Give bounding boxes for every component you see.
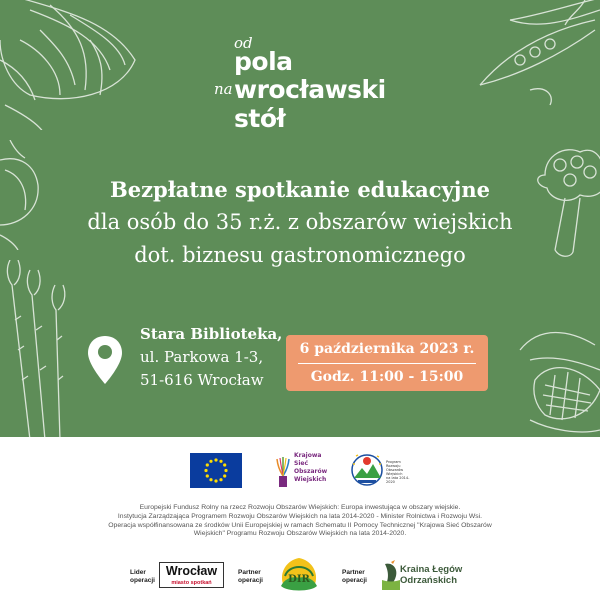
event-date: 6 października 2023 r. [299, 341, 475, 357]
partner2-label-line: Partner [342, 569, 365, 576]
logo-wroclawski: wrocławski [234, 75, 386, 104]
partner2-label-line: operacji [342, 577, 367, 584]
prow-logo [348, 450, 410, 492]
asparagus-icon [0, 260, 75, 437]
venue-city: 51-616 Wrocław [140, 371, 264, 389]
disclaimer-line: Instytucja Zarządzająca Programem Rozwoju Obszarów Wiejskich na lata 2014-2020 - Minister Rolnictwa i Rozwoju Wsi. [117, 512, 483, 520]
kraina-bird-icon [382, 560, 400, 594]
corn-icon [510, 330, 600, 437]
event-time: Godz. 11:00 - 15:00 [310, 369, 464, 385]
prow-line: Rozwoju [386, 464, 401, 468]
ksow-mark-icon [274, 454, 292, 492]
event-date-box [286, 335, 488, 391]
headline-topic: dot. biznesu gastronomicznego [134, 243, 466, 267]
dlr-logo [275, 556, 323, 600]
location-pin-icon [86, 334, 124, 390]
ksow-line: Krajowa [294, 452, 322, 459]
prow-line: Program [386, 460, 401, 464]
venue-name: Stara Biblioteka, [140, 325, 283, 343]
prow-line: na lata 2014-2020 [386, 476, 410, 484]
headline-audience: dla osób do 35 r.ż. z obszarów wiejskich [87, 210, 513, 234]
ksow-line: Wiejskich [294, 476, 327, 483]
leader-label [130, 569, 155, 585]
partner-label [238, 569, 263, 585]
ksow-logo [274, 450, 336, 492]
disclaimer-line: Europejski Fundusz Rolny na rzecz Rozwoju Obszarów Wiejskich: Europa inwestująca w obszary wiejskie. [139, 504, 461, 511]
prow-line: Obszarów [386, 468, 404, 472]
ksow-line: Obszarów [294, 468, 328, 475]
headline-title: Bezpłatne spotkanie edukacyjne [109, 177, 491, 202]
partner2-label [342, 569, 367, 585]
sponsor-logos [0, 450, 600, 495]
ksow-text [294, 452, 327, 484]
ksow-line: Sieć [294, 460, 309, 467]
pea-pod-icon [470, 0, 600, 110]
wroclaw-name: Wrocław [165, 564, 218, 578]
kraina-line: Odrzańskich [400, 575, 458, 586]
prow-text [386, 460, 410, 484]
logo-stol: stół [234, 104, 286, 133]
cabbage-icon [0, 0, 150, 130]
dlr-text: DIR [288, 574, 310, 585]
wroclaw-logo [159, 562, 224, 588]
disclaimer-line: Operacja współfinansowana ze środków Unii Europejskiej w ramach Schematu II Pomocy Technicznej "Krajowa Sieć Obszarów [108, 521, 492, 529]
prow-line: Wiejskich [386, 472, 403, 476]
logo-pola: pola [234, 47, 293, 76]
disclaimer-line: Wiejskich" Programu Rozwoju Obszarów Wiejskich na lata 2014-2020. [193, 530, 407, 538]
event-logo [200, 30, 420, 140]
kraina-text [400, 564, 462, 586]
venue-address [140, 323, 282, 392]
date-divider [298, 363, 476, 364]
logo-na: na [214, 80, 233, 98]
logo-od: od [234, 34, 253, 52]
wroclaw-tagline: miasto spotkań [171, 580, 212, 586]
prow-emblem-icon [348, 450, 386, 492]
kraina-line: Kraina Łęgów [400, 564, 463, 575]
leader-label-line: Lider [130, 569, 146, 576]
funding-disclaimer [60, 504, 540, 539]
eu-flag-icon [190, 453, 242, 488]
venue-street: ul. Parkowa 1-3, [140, 348, 264, 366]
leader-label-line: operacji [130, 577, 155, 584]
partner-label-line: Partner [238, 569, 261, 576]
partner-logos [0, 556, 600, 596]
partner-label-line: operacji [238, 577, 263, 584]
